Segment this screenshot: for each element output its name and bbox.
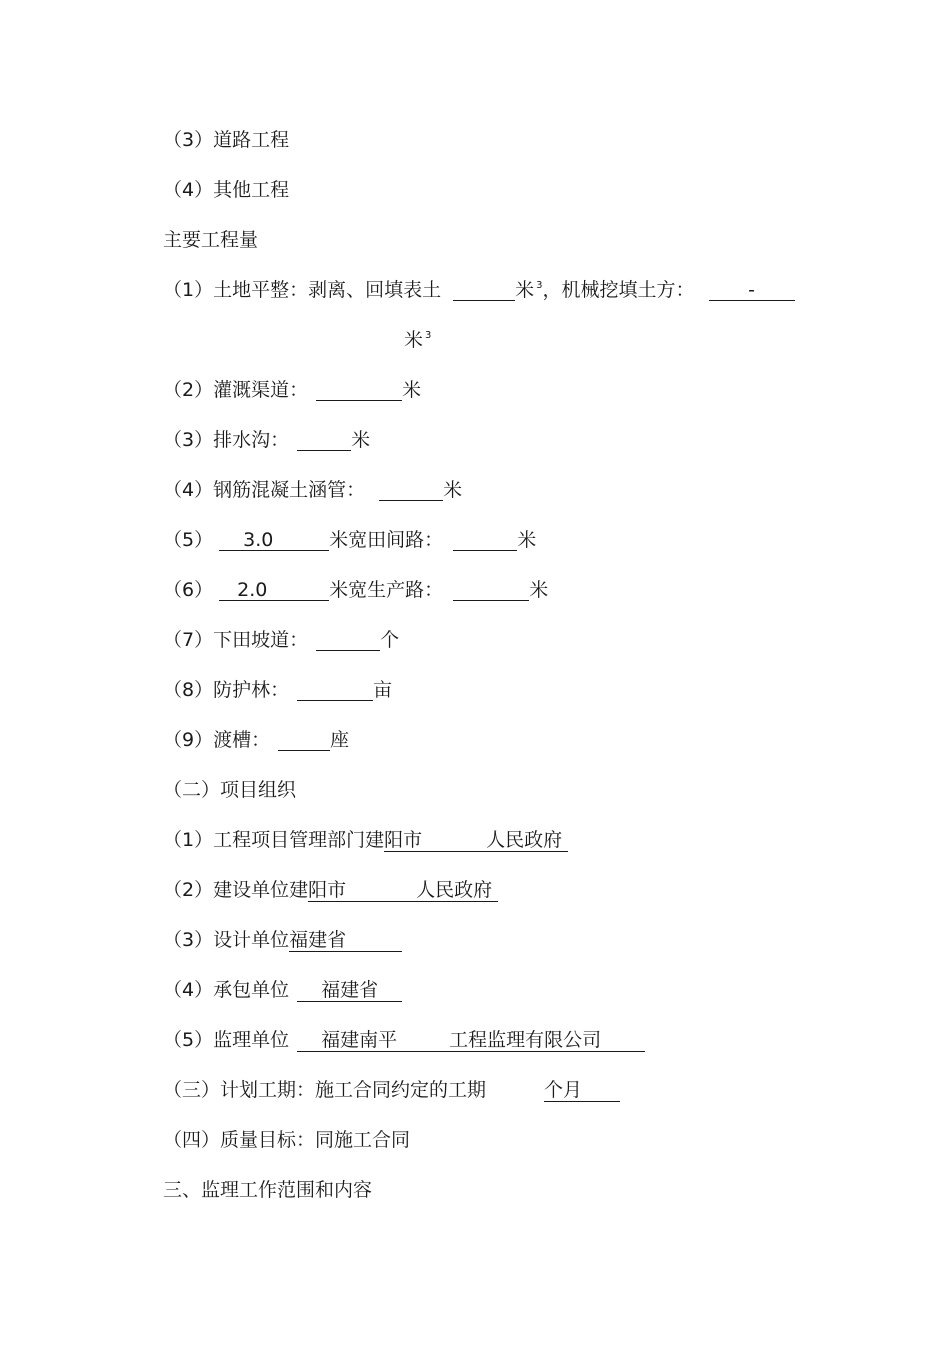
blank bbox=[297, 428, 351, 451]
unit: 亩 bbox=[373, 679, 393, 701]
blank bbox=[453, 528, 517, 551]
label: （5） bbox=[163, 529, 214, 551]
superscript: 3 bbox=[425, 330, 432, 341]
label: （2）建设单位建 bbox=[163, 879, 309, 901]
blank-width bbox=[219, 578, 329, 601]
value-part: 人民政府 bbox=[416, 879, 493, 901]
blank-value: 2.0 bbox=[237, 579, 268, 601]
value-part: 人民政府 bbox=[486, 829, 563, 851]
label: （3）排水沟： bbox=[163, 429, 290, 451]
item-culvert bbox=[163, 478, 462, 502]
value-part: 阳市 bbox=[308, 879, 347, 901]
item-schedule bbox=[163, 1078, 620, 1102]
unit: 米 bbox=[515, 279, 535, 301]
value bbox=[308, 879, 498, 902]
item-contractor bbox=[163, 978, 402, 1002]
unit: 米 bbox=[529, 579, 549, 601]
blank-value: - bbox=[748, 279, 756, 301]
blank-value: 3.0 bbox=[243, 529, 274, 551]
label: （4）钢筋混凝土涵管： bbox=[163, 479, 366, 501]
section-scope-of-supervision: 三、监理工作范围和内容 bbox=[163, 1179, 373, 1201]
unit: 米 bbox=[404, 329, 424, 351]
label: （三）计划工期：施工合同约定的工期 bbox=[163, 1079, 487, 1101]
item-production-road bbox=[163, 578, 548, 602]
item-supervision-unit bbox=[163, 1028, 645, 1052]
label: （2）灌溉渠道： bbox=[163, 379, 309, 401]
label: （1）工程项目管理部门建 bbox=[163, 829, 385, 851]
label: （8）防护林： bbox=[163, 679, 290, 701]
label: （7）下田坡道： bbox=[163, 629, 309, 651]
value bbox=[297, 1029, 645, 1052]
blank bbox=[316, 378, 402, 401]
item-irrigation-canal bbox=[163, 378, 421, 402]
value-part: 个月 bbox=[544, 1079, 583, 1101]
blank-earthwork bbox=[709, 278, 795, 301]
item-field-road bbox=[163, 528, 536, 552]
superscript: 3 bbox=[536, 280, 543, 291]
blank bbox=[453, 578, 529, 601]
item-land-leveling bbox=[163, 278, 795, 302]
label: （6） bbox=[163, 579, 214, 601]
label: 米宽生产路： bbox=[329, 579, 444, 601]
blank bbox=[297, 678, 373, 701]
unit-cubic-meter bbox=[404, 328, 431, 352]
label: （3）设计单位 bbox=[163, 929, 290, 951]
blank-width bbox=[219, 528, 329, 551]
blank bbox=[379, 478, 443, 501]
item-quality-goal: （四）质量目标：同施工合同 bbox=[163, 1129, 411, 1151]
value bbox=[297, 979, 402, 1002]
item-drainage-ditch bbox=[163, 428, 370, 452]
blank bbox=[278, 728, 330, 751]
item-construction-unit bbox=[163, 878, 498, 902]
section-main-quantities: 主要工程量 bbox=[163, 229, 259, 251]
value-part: 福建省 bbox=[289, 929, 347, 951]
unit: 米 bbox=[517, 529, 537, 551]
unit: 座 bbox=[330, 729, 350, 751]
item-management-dept bbox=[163, 828, 568, 852]
unit: 米 bbox=[402, 379, 422, 401]
value-part: 福建南平 bbox=[321, 1029, 398, 1051]
value bbox=[544, 1079, 620, 1102]
blank bbox=[316, 628, 380, 651]
unit: 米 bbox=[443, 479, 463, 501]
label: 米宽田间路： bbox=[329, 529, 444, 551]
value bbox=[289, 929, 402, 952]
label: （9）渡槽： bbox=[163, 729, 271, 751]
label: （4）承包单位 bbox=[163, 979, 290, 1001]
value bbox=[384, 829, 568, 852]
item-road-works: （3）道路工程 bbox=[163, 129, 290, 151]
blank-topsoil bbox=[453, 278, 515, 301]
value-part: 工程监理有限公司 bbox=[449, 1029, 602, 1051]
section-project-organization: （二）项目组织 bbox=[163, 779, 297, 801]
unit: 个 bbox=[380, 629, 400, 651]
item-design-unit bbox=[163, 928, 402, 952]
item-ramp bbox=[163, 628, 399, 652]
label: （1）土地平整：剥离、回填表土 bbox=[163, 279, 442, 301]
item-other-works: （4）其他工程 bbox=[163, 179, 290, 201]
item-shelterbelt bbox=[163, 678, 392, 702]
unit: 米 bbox=[351, 429, 371, 451]
label: （5）监理单位 bbox=[163, 1029, 290, 1051]
value-part: 阳市 bbox=[384, 829, 423, 851]
value-part: 福建省 bbox=[321, 979, 379, 1001]
label: ，机械挖填土方： bbox=[542, 279, 695, 301]
item-aqueduct bbox=[163, 728, 349, 752]
